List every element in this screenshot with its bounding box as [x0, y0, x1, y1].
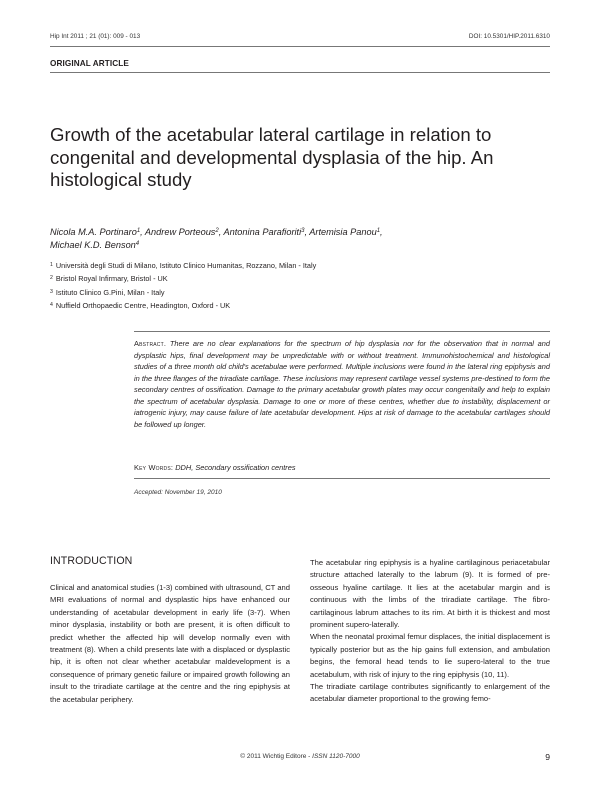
abstract — [134, 338, 550, 430]
accepted-date: Accepted: November 19, 2010 — [134, 489, 222, 496]
author: Antonina Parafioriti$^3$, — [223, 227, 310, 237]
affiliation: $^1$ Università degli Studi di Milano, Istituto Clinico Humanitas, Rozzano, Milan - Italy — [50, 261, 317, 270]
keywords-text: DDH, Secondary ossification centres — [175, 463, 296, 472]
abstract-text: There are no clear explanations for the spectrum of hip dysplasia nor for the observation that in normal and dysplastic hips, final development may be unpredictable with or without treatment. Immunohistochemical and histological studies of a three month old child's acetabulae were performed. Multiple inclusions were found in the lateral ring epiphysis and in the three flanges of the triradiate cartilage. These inclusions may represent cartilage vessel systems pre-destined to form the secondary centres of ossification. Damage to the primary acetabular growth plates may occur congenitally and help to explain the spectrum of acetabular dysplasia. Damage to one or more of these centres, whether due to instability, displacement or iatrogenic injury, may cause failure of late acetabular development. Hips at risk of damage to the acetabular cartilages should be followed up longer. — [134, 339, 550, 429]
author: Michael K.D. Benson$^4$ — [50, 240, 140, 251]
paragraph: The triradiate cartilage contributes significantly to enlargement of the acetabular diameter proportional to the growing femo- — [310, 682, 550, 704]
doi: DOI: 10.5301/HIP.2011.6310 — [468, 33, 550, 40]
affiliation-list — [50, 259, 316, 313]
abstract-label: Abstract. — [134, 339, 167, 348]
header-rule-bottom — [50, 72, 550, 73]
issn: ISSN 1120-7000 — [312, 753, 360, 760]
header-rule-top — [50, 46, 550, 47]
paragraph: The acetabular ring epiphysis is a hyaline cartilaginous periacetabular structure attached laterally to the labrum (9). It is formed of pre-osseous hyaline cartilage. It lies at the acetabular margin and is continuous with the limbs of the triradiate cartilage. The fibro-cartilaginous labrum attaches to its rim. At birth it is thickest and most prominent supero-laterally. — [310, 558, 550, 630]
affiliation: $^2$ Bristol Royal Infirmary, Bristol - UK — [50, 274, 168, 284]
affiliation: $^3$ Istituto Clinico G.Pini, Milan - Italy — [50, 287, 165, 297]
keywords — [134, 463, 550, 472]
body-column-right — [310, 557, 550, 706]
page-number: 9 — [545, 752, 550, 762]
footer-copyright: © 2011 Wichtig Editore - ISSN 1120-7000 — [240, 753, 360, 760]
keywords-rule — [134, 478, 550, 479]
author: Artemisia Panou$^1$, — [309, 227, 383, 237]
article-title: Growth of the acetabular lateral cartilage in relation to congenital and developmental dysplasia of the hip. An histological study — [50, 124, 494, 191]
author-list — [50, 225, 520, 252]
author: Andrew Porteous$^2$, — [144, 227, 224, 237]
journal-reference: Hip Int 2011 ; 21 (01): 009 - 013 — [50, 33, 141, 40]
paragraph: Clinical and anatomical studies (1-3) combined with ultrasound, CT and MRI evaluations of normal and dysplastic hips have enhanced our understanding of acetabular development in early life (3-7). When minor dysplasia, instability or both are present, it is often difficult to predict whether the affected hip will develop normally even with treatment (8). When a child presents late with a displaced or dysplastic hip, it is often not clear whether acetabular maldevelopment is a consequence of primary genetic failure or impaired growth following an insult to the triradiate cartilage at the centre and the ring epiphysis at the acetabular periphery. — [50, 583, 290, 704]
body-column-left — [50, 582, 290, 706]
article-type: ORIGINAL ARTICLE — [50, 59, 129, 68]
affiliation: $^4$ Nuffield Orthopaedic Centre, Headington, Oxford - UK — [50, 301, 231, 311]
section-heading-introduction: INTRODUCTION — [50, 555, 133, 567]
keywords-label: Key Words: — [134, 463, 174, 472]
author: Nicola M.A. Portinaro$^1$, — [50, 227, 145, 237]
paragraph: When the neonatal proximal femur displaces, the initial displacement is typically posterior but as the hip gains full extension, and ambulation begins, the femoral head tends to lie supero-lateral to the true acetabulum, with risk of injury to the ring epiphysis (10, 11). — [310, 632, 550, 679]
abstract-rule — [134, 331, 550, 332]
